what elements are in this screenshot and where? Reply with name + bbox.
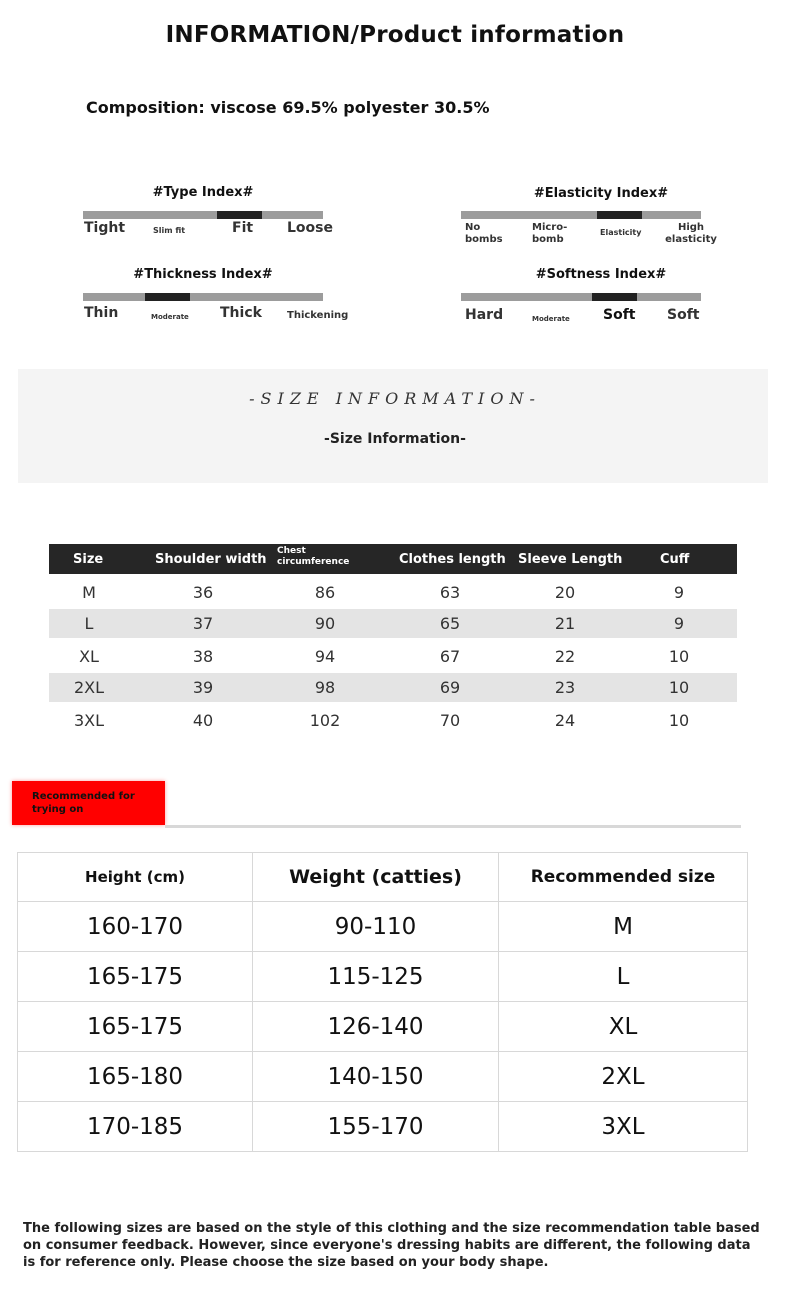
cell-shoulder: 39 (192, 678, 214, 697)
cell-cuff: 10 (668, 647, 690, 666)
cell-size: 3XL (499, 1102, 748, 1152)
thickness-index-label: Thin (84, 305, 119, 321)
header-height: Height (cm) (18, 853, 253, 902)
cell-length: 65 (439, 614, 461, 633)
header-recommended-size: Recommended size (499, 853, 748, 902)
cell-sleeve: 21 (554, 614, 576, 633)
table-row (49, 609, 737, 638)
header-shoulder-width: Shoulder width (155, 552, 267, 567)
cell-size: 2XL (73, 678, 105, 697)
softness-index-label: Hard (465, 307, 504, 323)
cell-height: 170-185 (18, 1102, 253, 1152)
softness-index-bar (461, 293, 701, 301)
cell-shoulder: 36 (192, 583, 214, 602)
type-index-label: Loose (287, 220, 333, 236)
cell-size: L (499, 952, 748, 1002)
size-info-band (18, 369, 768, 483)
cell-cuff: 10 (668, 678, 690, 697)
cell-size: M (82, 583, 96, 602)
softness-index-label: Soft (667, 307, 700, 323)
type-index-label: Slim fit (153, 226, 186, 235)
table-row (49, 574, 737, 609)
softness-index (461, 267, 761, 337)
cell-chest: 90 (314, 614, 336, 633)
cell-height: 165-180 (18, 1052, 253, 1102)
thickness-index-label: Moderate (151, 313, 189, 321)
cell-sleeve: 20 (554, 583, 576, 602)
cell-length: 70 (439, 711, 461, 730)
elasticity-index-label: No bombs (465, 222, 503, 245)
size-table-header (49, 544, 737, 574)
header-chest-circumference: Chest circumference (277, 546, 350, 567)
table-row (18, 1052, 748, 1102)
type-index-title: #Type Index# (152, 185, 254, 200)
size-info-title: -SIZE INFORMATION- (249, 389, 541, 408)
cell-size: M (499, 902, 748, 952)
table-row (18, 1102, 748, 1152)
size-info-subtitle: -Size Information- (324, 431, 466, 447)
recommendation-table (17, 852, 748, 1152)
table-row (49, 673, 737, 702)
composition-text: Composition: viscose 69.5% polyester 30.5% (86, 98, 490, 117)
thickness-index-bar (83, 293, 323, 301)
cell-size: 3XL (73, 711, 105, 730)
elasticity-index (461, 186, 761, 256)
elasticity-index-label: Elasticity (600, 228, 642, 237)
cell-weight: 140-150 (253, 1052, 499, 1102)
cell-shoulder: 38 (192, 647, 214, 666)
thickness-index-label: Thick (220, 305, 262, 321)
table-row (49, 638, 737, 673)
cell-weight: 115-125 (253, 952, 499, 1002)
cell-chest: 102 (309, 711, 341, 730)
cell-size: XL (79, 647, 99, 666)
thickness-index-marker (145, 293, 190, 301)
cell-weight: 155-170 (253, 1102, 499, 1152)
softness-index-marker (592, 293, 637, 301)
cell-shoulder: 40 (192, 711, 214, 730)
cell-sleeve: 22 (554, 647, 576, 666)
softness-index-label: Moderate (532, 315, 570, 323)
type-index-bar (83, 211, 323, 219)
header-clothes-length: Clothes length (399, 552, 506, 567)
cell-cuff: 10 (668, 711, 690, 730)
type-index (83, 185, 383, 255)
elasticity-index-marker (597, 211, 642, 219)
cell-size: XL (499, 1002, 748, 1052)
cell-height: 165-175 (18, 952, 253, 1002)
cell-height: 165-175 (18, 1002, 253, 1052)
cell-chest: 98 (314, 678, 336, 697)
cell-sleeve: 23 (554, 678, 576, 697)
table-row (18, 952, 748, 1002)
cell-size: L (84, 614, 94, 633)
divider (165, 825, 741, 828)
header-cuff: Cuff (660, 552, 690, 567)
cell-height: 160-170 (18, 902, 253, 952)
header-size: Size (73, 552, 104, 567)
elasticity-index-bar (461, 211, 701, 219)
recommendation-table-header (18, 853, 748, 902)
type-index-label: Tight (84, 220, 126, 236)
type-index-marker (217, 211, 262, 219)
table-row (18, 1002, 748, 1052)
header-weight: Weight (catties) (253, 853, 499, 902)
header-sleeve-length: Sleeve Length (518, 552, 623, 567)
cell-weight: 126-140 (253, 1002, 499, 1052)
elasticity-index-title: #Elasticity Index# (533, 186, 669, 201)
page-title: INFORMATION/Product information (165, 22, 625, 48)
softness-index-title: #Softness Index# (535, 267, 667, 282)
cell-chest: 86 (314, 583, 336, 602)
cell-sleeve: 24 (554, 711, 576, 730)
cell-length: 69 (439, 678, 461, 697)
type-index-label: Fit (232, 220, 254, 236)
recommended-tab (12, 781, 165, 825)
thickness-index-title: #Thickness Index# (133, 267, 273, 282)
cell-cuff: 9 (673, 614, 685, 633)
cell-shoulder: 37 (192, 614, 214, 633)
cell-length: 67 (439, 647, 461, 666)
table-row (49, 702, 737, 737)
cell-cuff: 9 (673, 583, 685, 602)
footnote-text: The following sizes are based on the style of this clothing and the size recommendation table based on consumer feedback. However, since everyone's dressing habits are different, the following data is for reference only. Please choose the size based on your body shape. (23, 1221, 760, 1270)
softness-index-label: Soft (603, 307, 636, 323)
elasticity-index-label: High elasticity (665, 222, 717, 245)
cell-chest: 94 (314, 647, 336, 666)
cell-weight: 90-110 (253, 902, 499, 952)
cell-size: 2XL (499, 1052, 748, 1102)
recommended-tab-label: Recommended for trying on (32, 791, 135, 815)
thickness-index-label: Thickening (287, 310, 349, 321)
table-row (18, 902, 748, 952)
cell-length: 63 (439, 583, 461, 602)
size-table (49, 544, 737, 737)
thickness-index (83, 267, 383, 337)
elasticity-index-label: Micro-bomb (532, 222, 568, 245)
